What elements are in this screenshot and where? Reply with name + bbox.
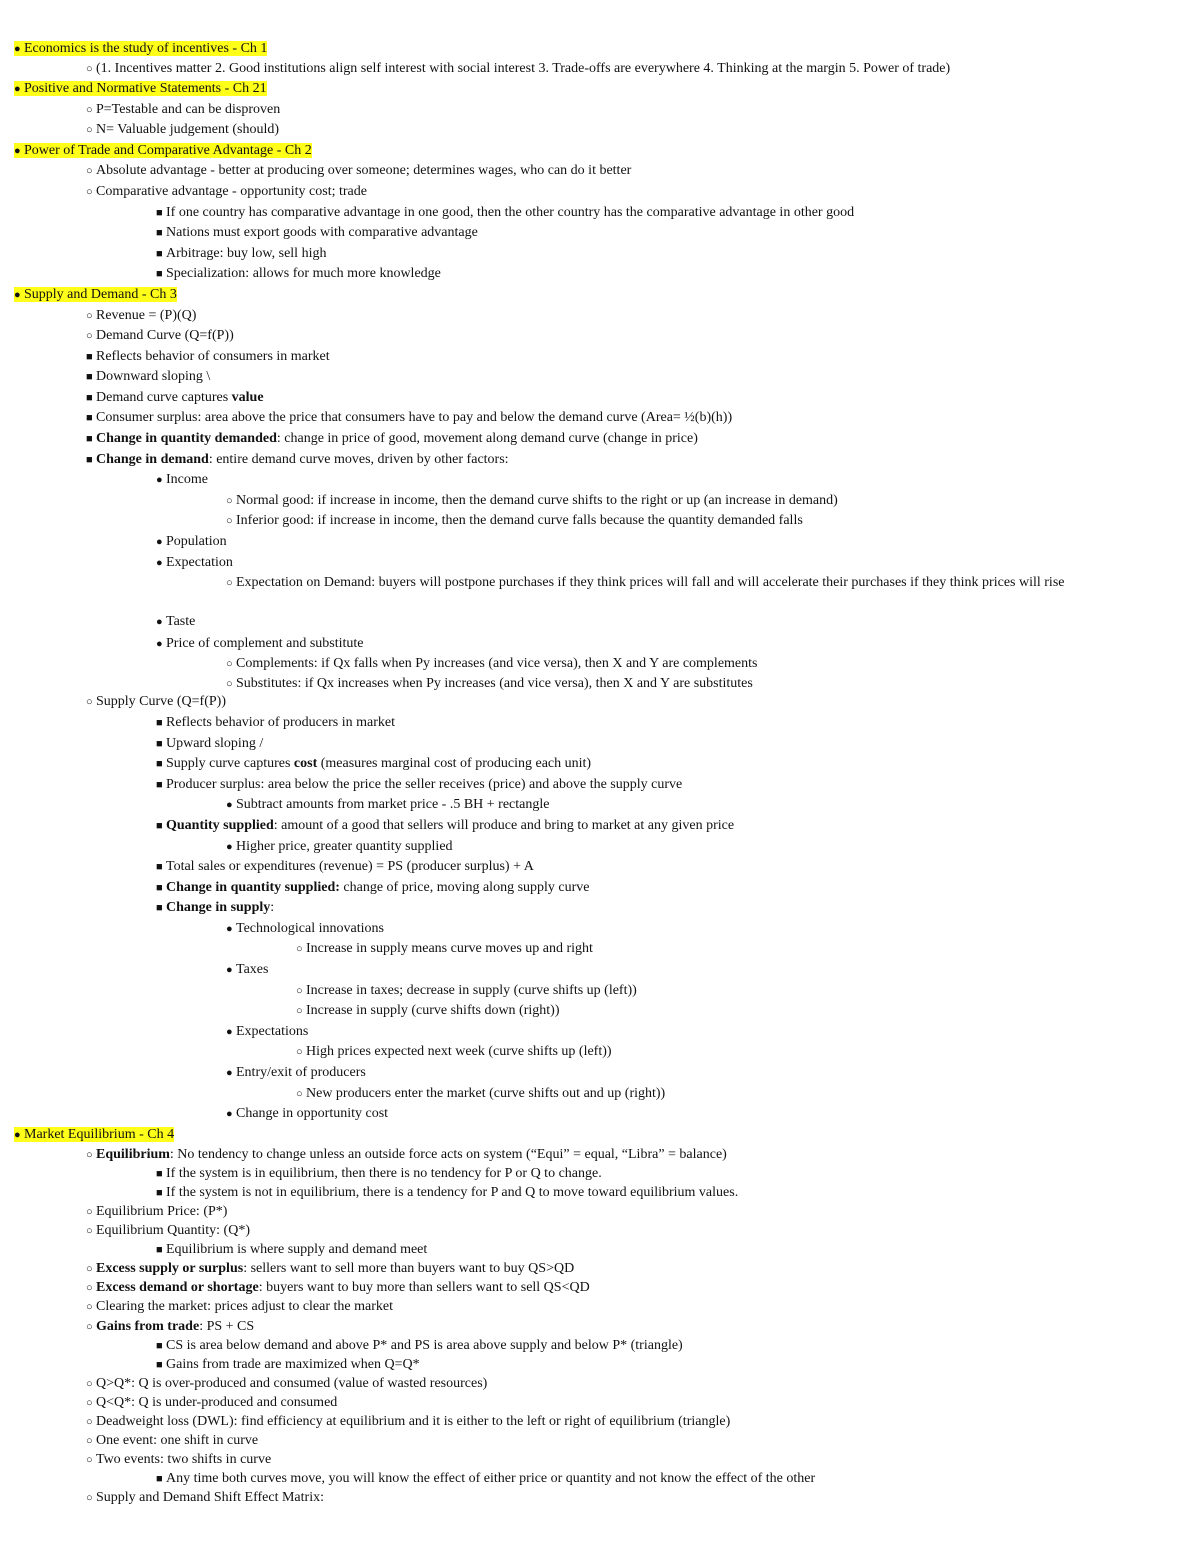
bullet-icon: ● — [14, 43, 21, 55]
item-text: Clearing the market: prices adjust to clear the market — [96, 1299, 393, 1314]
bullet-icon: ■ — [156, 820, 163, 832]
outline-item — [156, 554, 233, 572]
outline-item — [296, 940, 593, 958]
item-text: P=Testable and can be disproven — [96, 102, 281, 117]
item-text: : No tendency to change unless an outside force acts on system (“Equi” = equal, “Libra” = balance) — [169, 1147, 727, 1162]
item-text: : change in price of good, movement along demand curve (change in price) — [276, 431, 698, 446]
item-text: Positive and Normative Statements - Ch 21 — [24, 81, 267, 96]
item-text: Change in opportunity cost — [236, 1106, 389, 1121]
outline-item — [86, 60, 950, 78]
outline-item — [156, 204, 854, 222]
item-text: Any time both curves move, you will know the effect of either price or quantity and not know the effect of the other — [166, 1471, 816, 1486]
item-text: Subtract amounts from market price - .5 BH + rectangle — [236, 797, 550, 812]
outline-item — [226, 838, 453, 856]
outline-item — [86, 1375, 487, 1393]
bullet-icon: ○ — [86, 1301, 93, 1313]
bullet-icon: ○ — [86, 1492, 93, 1504]
section-heading — [14, 142, 312, 160]
bullet-icon: ● — [226, 923, 233, 935]
outline-item — [156, 613, 195, 631]
item-text: Supply and Demand Shift Effect Matrix: — [96, 1490, 324, 1505]
item-text: Power of Trade and Comparative Advantage - Ch 2 — [24, 143, 312, 158]
outline-item — [86, 327, 234, 345]
item-text: Arbitrage: buy low, sell high — [166, 246, 327, 261]
bullet-icon: ○ — [296, 943, 303, 955]
bullet-icon: ○ — [86, 1225, 93, 1237]
item-text: Nations must export goods with comparative advantage — [166, 225, 478, 240]
item-text: Entry/exit of producers — [236, 1065, 366, 1080]
item-text: Price of complement and substitute — [166, 636, 364, 651]
bullet-icon: ● — [226, 1026, 233, 1038]
bullet-icon: ○ — [296, 1005, 303, 1017]
bullet-icon: ● — [226, 841, 233, 853]
item-text: Normal good: if increase in income, then the demand curve shifts to the right or up (an increase in demand) — [236, 493, 838, 508]
outline-item: ■ Change in demand: entire demand curve moves, driven by other factors: — [86, 452, 509, 467]
item-text: Q>Q*: Q is over-produced and consumed (value of wasted resources) — [96, 1376, 488, 1391]
outline-item — [86, 1451, 271, 1469]
bullet-icon: ○ — [86, 1435, 93, 1447]
outline-item — [226, 1023, 308, 1041]
outline-item — [156, 635, 364, 653]
item-text: Q<Q*: Q is under-produced and consumed — [96, 1395, 338, 1410]
outline-item — [86, 1432, 258, 1450]
outline-item — [226, 1064, 366, 1082]
bullet-icon: ● — [156, 557, 163, 569]
item-text: Specialization: allows for much more knowledge — [166, 266, 441, 281]
outline-item — [156, 858, 534, 876]
item-text: Increase in supply means curve moves up and right — [306, 941, 593, 956]
item-text: Equilibrium Price: (P*) — [96, 1204, 228, 1219]
bullet-icon: ■ — [156, 1473, 163, 1485]
bullet-icon: ○ — [226, 495, 233, 507]
bullet-icon: ● — [156, 616, 163, 628]
bullet-icon: ● — [14, 83, 21, 95]
outline-item — [156, 1241, 427, 1259]
bullet-icon: ○ — [86, 165, 93, 177]
bullet-icon: ■ — [86, 392, 93, 404]
bullet-icon: ○ — [86, 1206, 93, 1218]
item-text: : amount of a good that sellers will produce and bring to market at any given price — [273, 818, 735, 833]
outline-item — [156, 265, 441, 283]
bullet-icon: ● — [156, 638, 163, 650]
outline-item — [86, 307, 196, 325]
item-text: Supply Curve (Q=f(P)) — [96, 694, 226, 709]
bullet-icon: ● — [14, 289, 21, 301]
outline-item — [296, 1002, 559, 1020]
item-text: : — [270, 900, 275, 915]
bullet-icon: ● — [226, 964, 233, 976]
item-text: Supply and Demand - Ch 3 — [24, 287, 177, 302]
bullet-icon: ■ — [156, 227, 163, 239]
bullet-icon: ○ — [86, 1397, 93, 1409]
bullet-icon: ■ — [156, 248, 163, 260]
outline-item: ○ Gains from trade: PS + CS — [86, 1319, 255, 1334]
bullet-icon: ■ — [86, 351, 93, 363]
bullet-icon: ■ — [156, 779, 163, 791]
bullet-icon: ○ — [86, 1263, 93, 1275]
outline-item — [226, 574, 1156, 592]
outline-item — [296, 982, 637, 1000]
outline-item — [156, 776, 682, 794]
bullet-icon: ■ — [156, 738, 163, 750]
outline-item — [296, 1043, 612, 1061]
item-text: Substitutes: if Qx increases when Py increases (and vice versa), then X and Y are substitutes — [236, 676, 753, 691]
section-heading — [14, 80, 267, 98]
item-text: Absolute advantage - better at producing over someone; determines wages, who can do it better — [96, 163, 632, 178]
item-text: Reflects behavior of producers in market — [166, 715, 395, 730]
bullet-icon: ● — [226, 1067, 233, 1079]
item-text: : PS + CS — [199, 1319, 255, 1334]
outline-item — [86, 1489, 324, 1507]
outline-item — [86, 1413, 730, 1431]
outline-item — [86, 409, 732, 427]
outline-item — [156, 1470, 815, 1488]
outline-item — [226, 920, 384, 938]
bullet-icon: ○ — [86, 1416, 93, 1428]
bullet-icon: ○ — [226, 658, 233, 670]
outline-item — [156, 1165, 602, 1183]
outline-item — [156, 471, 208, 489]
outline-item — [86, 693, 226, 711]
item-text: Demand Curve (Q=f(P)) — [96, 328, 234, 343]
bullet-icon: ○ — [226, 515, 233, 527]
bullet-icon: ● — [226, 799, 233, 811]
outline-item — [226, 492, 838, 510]
item-text: Income — [166, 472, 208, 487]
outline-item — [226, 796, 549, 814]
outline-item: ■ Quantity supplied: amount of a good that sellers will produce and bring to market at any given price — [156, 818, 735, 833]
bullet-icon: ○ — [226, 577, 233, 589]
outline-item — [156, 1356, 420, 1374]
item-text: Consumer surplus: area above the price that consumers have to pay and below the demand curve (Area= ½(b)(h)) — [96, 410, 733, 425]
outline-item: ■ Change in supply: — [156, 900, 275, 915]
item-text: If one country has comparative advantage in one good, then the other country has the comparative advantage in other good — [166, 205, 855, 220]
outline-item — [296, 1085, 665, 1103]
outline-item: ■ Change in quantity supplied: change of price, moving along supply curve — [156, 880, 590, 895]
item-text: (measures marginal cost of producing each unit) — [317, 756, 592, 771]
item-text: : entire demand curve moves, driven by other factors: — [208, 452, 509, 467]
item-text: One event: one shift in curve — [96, 1433, 259, 1448]
outline-item — [226, 961, 268, 979]
outline-item: ○ Excess supply or surplus: sellers want to sell more than buyers want to buy QS>QD — [86, 1261, 575, 1276]
bullet-icon: ○ — [226, 678, 233, 690]
bullet-icon: ○ — [86, 1321, 93, 1333]
outline-item — [226, 512, 803, 530]
outline-item — [156, 224, 478, 242]
section-heading — [14, 286, 177, 304]
bullet-icon: ■ — [156, 1359, 163, 1371]
outline-item — [156, 714, 395, 732]
outline-item — [86, 1222, 250, 1240]
outline-item — [156, 533, 227, 551]
bullet-icon: ● — [156, 474, 163, 486]
bullet-icon: ■ — [156, 717, 163, 729]
bullet-icon: ■ — [156, 207, 163, 219]
item-text: (1. Incentives matter 2. Good institutions align self interest with social interest 3. Trade-offs are everywhere 4. Thinking at the margin 5. Power of trade) — [96, 61, 951, 76]
item-text: : buyers want to buy more than sellers want to sell QS<QD — [258, 1280, 590, 1295]
bullet-icon: ■ — [156, 902, 163, 914]
item-text: CS is area below demand and above P* and PS is area above supply and below P* (triangle) — [166, 1338, 683, 1353]
bullet-icon: ■ — [156, 268, 163, 280]
outline-item — [86, 1298, 393, 1316]
bullet-icon: ● — [14, 1129, 21, 1141]
item-text: Economics is the study of incentives - Ch 1 — [24, 41, 268, 56]
bullet-icon: ■ — [86, 433, 93, 445]
item-text: N= Valuable judgement (should) — [96, 122, 279, 137]
item-text: Technological innovations — [236, 921, 384, 936]
outline-item — [86, 1203, 227, 1221]
bullet-icon: ○ — [296, 1046, 303, 1058]
outline-item: ■ Supply curve captures cost (measures marginal cost of producing each unit) — [156, 756, 592, 771]
item-text: Higher price, greater quantity supplied — [236, 839, 453, 854]
section-heading — [14, 1126, 174, 1144]
bullet-icon: ● — [14, 145, 21, 157]
bullet-icon: ● — [156, 536, 163, 548]
bullet-icon: ■ — [156, 1187, 163, 1199]
item-text: Increase in taxes; decrease in supply (curve shifts up (left)) — [306, 983, 637, 998]
section-heading — [14, 40, 267, 58]
outline-item — [156, 245, 326, 263]
item-text: Reflects behavior of consumers in market — [96, 349, 330, 364]
outline-item — [86, 368, 210, 386]
outline-item — [156, 735, 263, 753]
bullet-icon: ○ — [296, 985, 303, 997]
item-text: If the system is not in equilibrium, there is a tendency for P and Q to move toward equilibrium values. — [166, 1185, 739, 1200]
item-text: Equilibrium is where supply and demand meet — [166, 1242, 428, 1257]
item-text: Inferior good: if increase in income, then the demand curve falls because the quantity demanded falls — [236, 513, 803, 528]
item-text: Market Equilibrium - Ch 4 — [24, 1127, 175, 1142]
outline-item — [156, 1184, 738, 1202]
item-text: Total sales or expenditures (revenue) = PS (producer surplus) + A — [166, 859, 534, 874]
item-text: Taxes — [236, 962, 269, 977]
outline-item — [86, 348, 330, 366]
bullet-icon: ■ — [156, 1340, 163, 1352]
item-text: Population — [166, 534, 227, 549]
bullet-icon: ■ — [156, 882, 163, 894]
item-text: Two events: two shifts in curve — [96, 1452, 272, 1467]
item-text: : sellers want to sell more than buyers want to buy QS>QD — [243, 1261, 575, 1276]
item-text: Revenue = (P)(Q) — [96, 308, 197, 323]
bullet-icon: ■ — [156, 1168, 163, 1180]
item-text: Gains from trade are maximized when Q=Q* — [166, 1357, 420, 1372]
bullet-icon: ○ — [86, 330, 93, 342]
item-text: High prices expected next week (curve shifts up (left)) — [306, 1044, 612, 1059]
outline-item — [86, 183, 367, 201]
bullet-icon: ● — [226, 1108, 233, 1120]
item-text: Equilibrium Quantity: (Q*) — [96, 1223, 250, 1238]
outline-item — [86, 101, 280, 119]
bullet-icon: ■ — [86, 371, 93, 383]
bullet-icon: ○ — [86, 310, 93, 322]
bullet-icon: ■ — [156, 758, 163, 770]
bullet-icon: ○ — [86, 696, 93, 708]
item-text: New producers enter the market (curve shifts out and up (right)) — [306, 1086, 666, 1101]
outline-item — [86, 121, 279, 139]
bullet-icon: ■ — [86, 412, 93, 424]
item-text: Downward sloping \ — [96, 369, 211, 384]
outline-item: ○ Equilibrium: No tendency to change unless an outside force acts on system (“Equi” = equal, “Libra” = balance) — [86, 1147, 727, 1162]
item-text: Comparative advantage - opportunity cost; trade — [96, 184, 367, 199]
item-text: change of price, moving along supply curve — [339, 880, 590, 895]
bullet-icon: ■ — [156, 1244, 163, 1256]
outline-item — [86, 162, 631, 180]
bullet-icon: ○ — [296, 1088, 303, 1100]
item-text: Expectation — [166, 555, 233, 570]
bullet-icon: ○ — [86, 63, 93, 75]
bullet-icon: ○ — [86, 124, 93, 136]
bullet-icon: ■ — [156, 861, 163, 873]
outline-item — [86, 1394, 337, 1412]
item-text: Expectations — [236, 1024, 309, 1039]
bullet-icon: ■ — [86, 454, 93, 466]
item-text: Expectation on Demand: buyers will postpone purchases if they think prices will fall and will accelerate their purchases if they think prices will rise — [236, 575, 1065, 590]
item-text: Upward sloping / — [166, 736, 264, 751]
outline-item — [226, 1105, 388, 1123]
item-text: Taste — [166, 614, 196, 629]
outline-item: ○ Excess demand or shortage: buyers want to buy more than sellers want to sell QS<QD — [86, 1280, 590, 1295]
item-text: Producer surplus: area below the price the seller receives (price) and above the supply curve — [166, 777, 683, 792]
item-text: Deadweight loss (DWL): find efficiency at equilibrium and it is either to the left or right of equilibrium (triangle) — [96, 1414, 731, 1429]
outline-item — [226, 675, 753, 693]
item-text: Increase in supply (curve shifts down (right)) — [306, 1003, 560, 1018]
bullet-icon: ○ — [86, 186, 93, 198]
outline-item — [226, 655, 757, 673]
bullet-icon: ○ — [86, 1454, 93, 1466]
bullet-icon: ○ — [86, 1378, 93, 1390]
outline-item: ■ Change in quantity demanded: change in price of good, movement along demand curve (change in price) — [86, 431, 698, 446]
outline-item — [156, 1337, 683, 1355]
item-text: Complements: if Qx falls when Py increases (and vice versa), then X and Y are complements — [236, 656, 758, 671]
outline-item: ■ Demand curve captures value — [86, 390, 264, 405]
bullet-icon: ○ — [86, 104, 93, 116]
bullet-icon: ○ — [86, 1282, 93, 1294]
bullet-icon: ○ — [86, 1149, 93, 1161]
item-text: If the system is in equilibrium, then there is no tendency for P or Q to change. — [166, 1166, 602, 1181]
